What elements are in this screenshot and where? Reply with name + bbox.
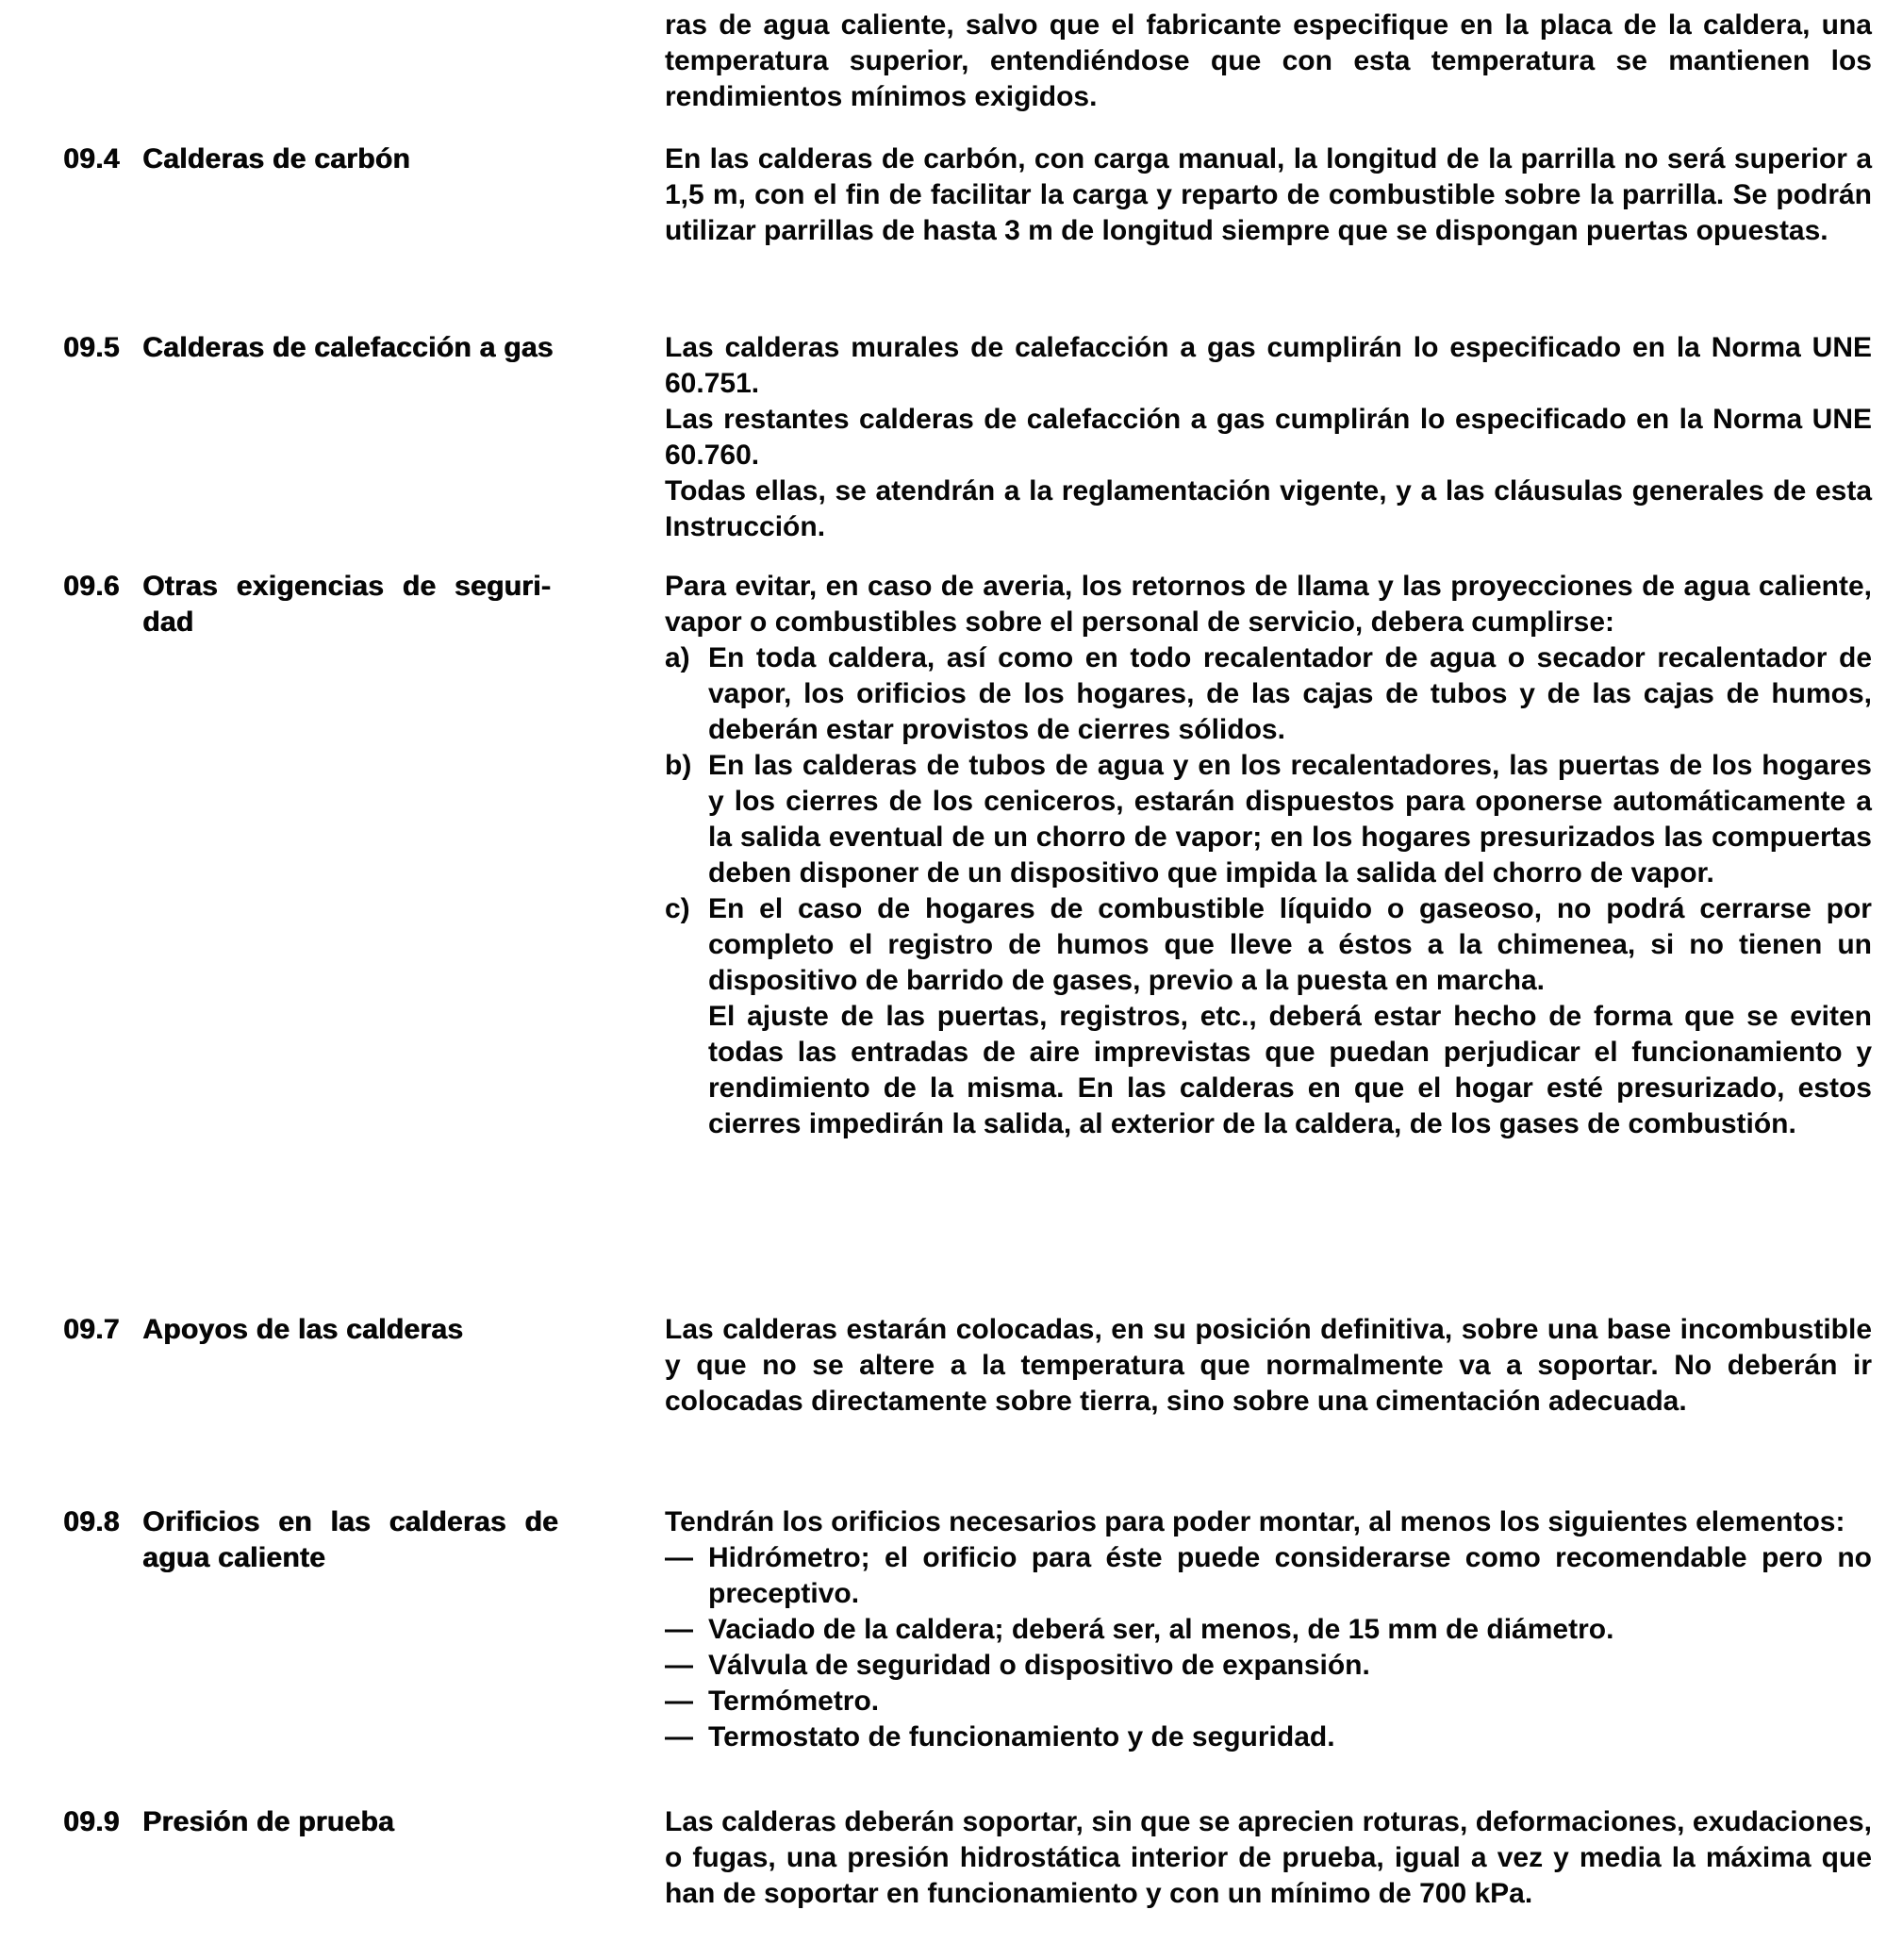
item-text bbox=[708, 891, 1872, 1142]
item-text bbox=[708, 640, 1872, 748]
dash-bullet: — bbox=[665, 1614, 693, 1645]
paragraph: Las calderas estarán colocadas, en su posición definitiva, sobre una base incombustible y que no se altere a la temperatura que normalmente va a soportar. No deberán ir colocadas directamente sobre tierra, sino sobre una cimentación adecuada. bbox=[665, 1314, 1872, 1417]
section-title-line: Orificios en las calderas de bbox=[142, 1506, 558, 1537]
section-number: 09.6 bbox=[63, 571, 120, 602]
section-heading-09-9 bbox=[63, 1804, 634, 1840]
dash-bullet: — bbox=[665, 1542, 693, 1573]
item-text: Hidrómetro; el orificio para éste puede considerarse como recomendable pero no preceptivo. bbox=[708, 1542, 1872, 1609]
dash-item bbox=[665, 1684, 1872, 1719]
paragraph: Las calderas murales de calefacción a gas cumplirán lo especificado en la Norma UNE 60.751. bbox=[665, 332, 1872, 399]
item-text bbox=[708, 748, 1872, 891]
lettered-item-a bbox=[665, 640, 1872, 748]
section-heading-09-8 bbox=[63, 1504, 634, 1576]
section-heading-09-6 bbox=[63, 569, 634, 640]
item-text: Vaciado de la caldera; deberá ser, al menos, de 15 mm de diámetro. bbox=[708, 1614, 1614, 1645]
section-title bbox=[142, 569, 634, 640]
section-number: 09.7 bbox=[63, 1314, 120, 1345]
paragraph: El ajuste de las puertas, registros, etc., deberá estar hecho de forma que se eviten todas las entradas de aire imprevistas que puedan perjudicar el funcionamiento y rendimiento de la misma. En las calderas en que el hogar esté presurizado, estos cierres impedirán la salida, al exterior de la caldera, de los gases de combustión. bbox=[708, 1001, 1872, 1139]
paragraph: Las calderas deberán soportar, sin que se aprecien roturas, deformaciones, exudaciones, o fugas, una presión hidrostática interior de prueba, igual a vez y media la máxima que han de soportar en funcionamiento y con un mínimo de 700 kPa. bbox=[665, 1806, 1872, 1909]
item-text: Termómetro. bbox=[708, 1686, 880, 1717]
section-title-line: Calderas de carbón bbox=[142, 143, 410, 174]
section-number: 09.9 bbox=[63, 1806, 120, 1837]
paragraph: En el caso de hogares de combustible líquido o gaseoso, no podrá cerrarse por completo el registro de humos que lleve a éstos a la chimenea, si no tienen un dispositivo de barrido de gases, previo a la puesta en marcha. bbox=[708, 893, 1872, 996]
item-text: Válvula de seguridad o dispositivo de expansión. bbox=[708, 1650, 1370, 1681]
paragraph: En toda caldera, así como en todo recalentador de agua o secador recalentador de vapor, los orificios de los hogares, de las cajas de tubos y de las cajas de humos, deberán estar provistos de cierres sólidos. bbox=[708, 642, 1872, 745]
section-title bbox=[142, 330, 634, 366]
section-body-09-6 bbox=[665, 569, 1872, 1142]
item-label: a) bbox=[665, 642, 690, 673]
dash-bullet: — bbox=[665, 1686, 693, 1717]
section-title-line: Apoyos de las calderas bbox=[142, 1314, 464, 1345]
intro-continuation-block bbox=[665, 8, 1872, 115]
section-title-line: agua caliente bbox=[142, 1542, 325, 1573]
section-number: 09.4 bbox=[63, 143, 120, 174]
section-title-line: Otras exigencias de seguri- bbox=[142, 571, 551, 602]
paragraph: Para evitar, en caso de averia, los retornos de llama y las proyecciones de agua caliente, vapor o combustibles sobre el personal de servicio, debera cumplirse: bbox=[665, 571, 1872, 638]
section-body-09-8 bbox=[665, 1504, 1872, 1755]
section-body-09-9 bbox=[665, 1804, 1872, 1912]
section-title bbox=[142, 1504, 634, 1576]
lettered-item-c bbox=[665, 891, 1872, 1142]
section-title-line: dad bbox=[142, 606, 194, 638]
paragraph: Todas ellas, se atendrán a la reglamentación vigente, y a las cláusulas generales de esta Instrucción. bbox=[665, 475, 1872, 542]
section-heading-09-5 bbox=[63, 330, 634, 366]
section-body-09-7 bbox=[665, 1312, 1872, 1420]
section-title bbox=[142, 1312, 634, 1348]
dash-item bbox=[665, 1540, 1872, 1612]
item-label: c) bbox=[665, 893, 690, 924]
section-body-09-4 bbox=[665, 141, 1872, 249]
dash-bullet: — bbox=[665, 1721, 693, 1752]
paragraph: En las calderas de carbón, con carga manual, la longitud de la parrilla no será superior a 1,5 m, con el fin de facilitar la carga y reparto de combustible sobre la parrilla. Se podrán utilizar parrillas de hasta 3 m de longitud siempre que se dispongan puertas opuestas. bbox=[665, 143, 1872, 246]
section-title-line: Calderas de calefacción a gas bbox=[142, 332, 554, 363]
intro-continuation-paragraph: ras de agua caliente, salvo que el fabricante especifique en la placa de la caldera, una temperatura superior, entendiéndose que con esta temperatura se mantienen los rendimientos mínimos exigidos. bbox=[665, 9, 1872, 112]
dash-item bbox=[665, 1719, 1872, 1755]
item-text: Termostato de funcionamiento y de seguridad. bbox=[708, 1721, 1335, 1752]
paragraph: En las calderas de tubos de agua y en los recalentadores, las puertas de los hogares y los cierres de los ceniceros, estarán dispuestos para oponerse automáticamente a la salida eventual de un chorro de vapor; en los hogares presurizados las compuertas deben disponer de un dispositivo que impida la salida del chorro de vapor. bbox=[708, 750, 1872, 889]
section-heading-09-4 bbox=[63, 141, 634, 177]
paragraph: Las restantes calderas de calefacción a gas cumplirán lo especificado en la Norma UNE 60.760. bbox=[665, 404, 1872, 471]
item-label: b) bbox=[665, 750, 692, 781]
section-number: 09.5 bbox=[63, 332, 120, 363]
section-title bbox=[142, 141, 634, 177]
dash-item bbox=[665, 1612, 1872, 1648]
dash-bullet: — bbox=[665, 1650, 693, 1681]
dash-item bbox=[665, 1648, 1872, 1684]
section-body-09-5 bbox=[665, 330, 1872, 545]
section-title-line: Presión de prueba bbox=[142, 1806, 394, 1837]
section-number: 09.8 bbox=[63, 1506, 120, 1537]
section-title bbox=[142, 1804, 634, 1840]
lettered-item-b bbox=[665, 748, 1872, 891]
paragraph: Tendrán los orificios necesarios para poder montar, al menos los siguientes elementos: bbox=[665, 1506, 1845, 1537]
section-heading-09-7 bbox=[63, 1312, 634, 1348]
